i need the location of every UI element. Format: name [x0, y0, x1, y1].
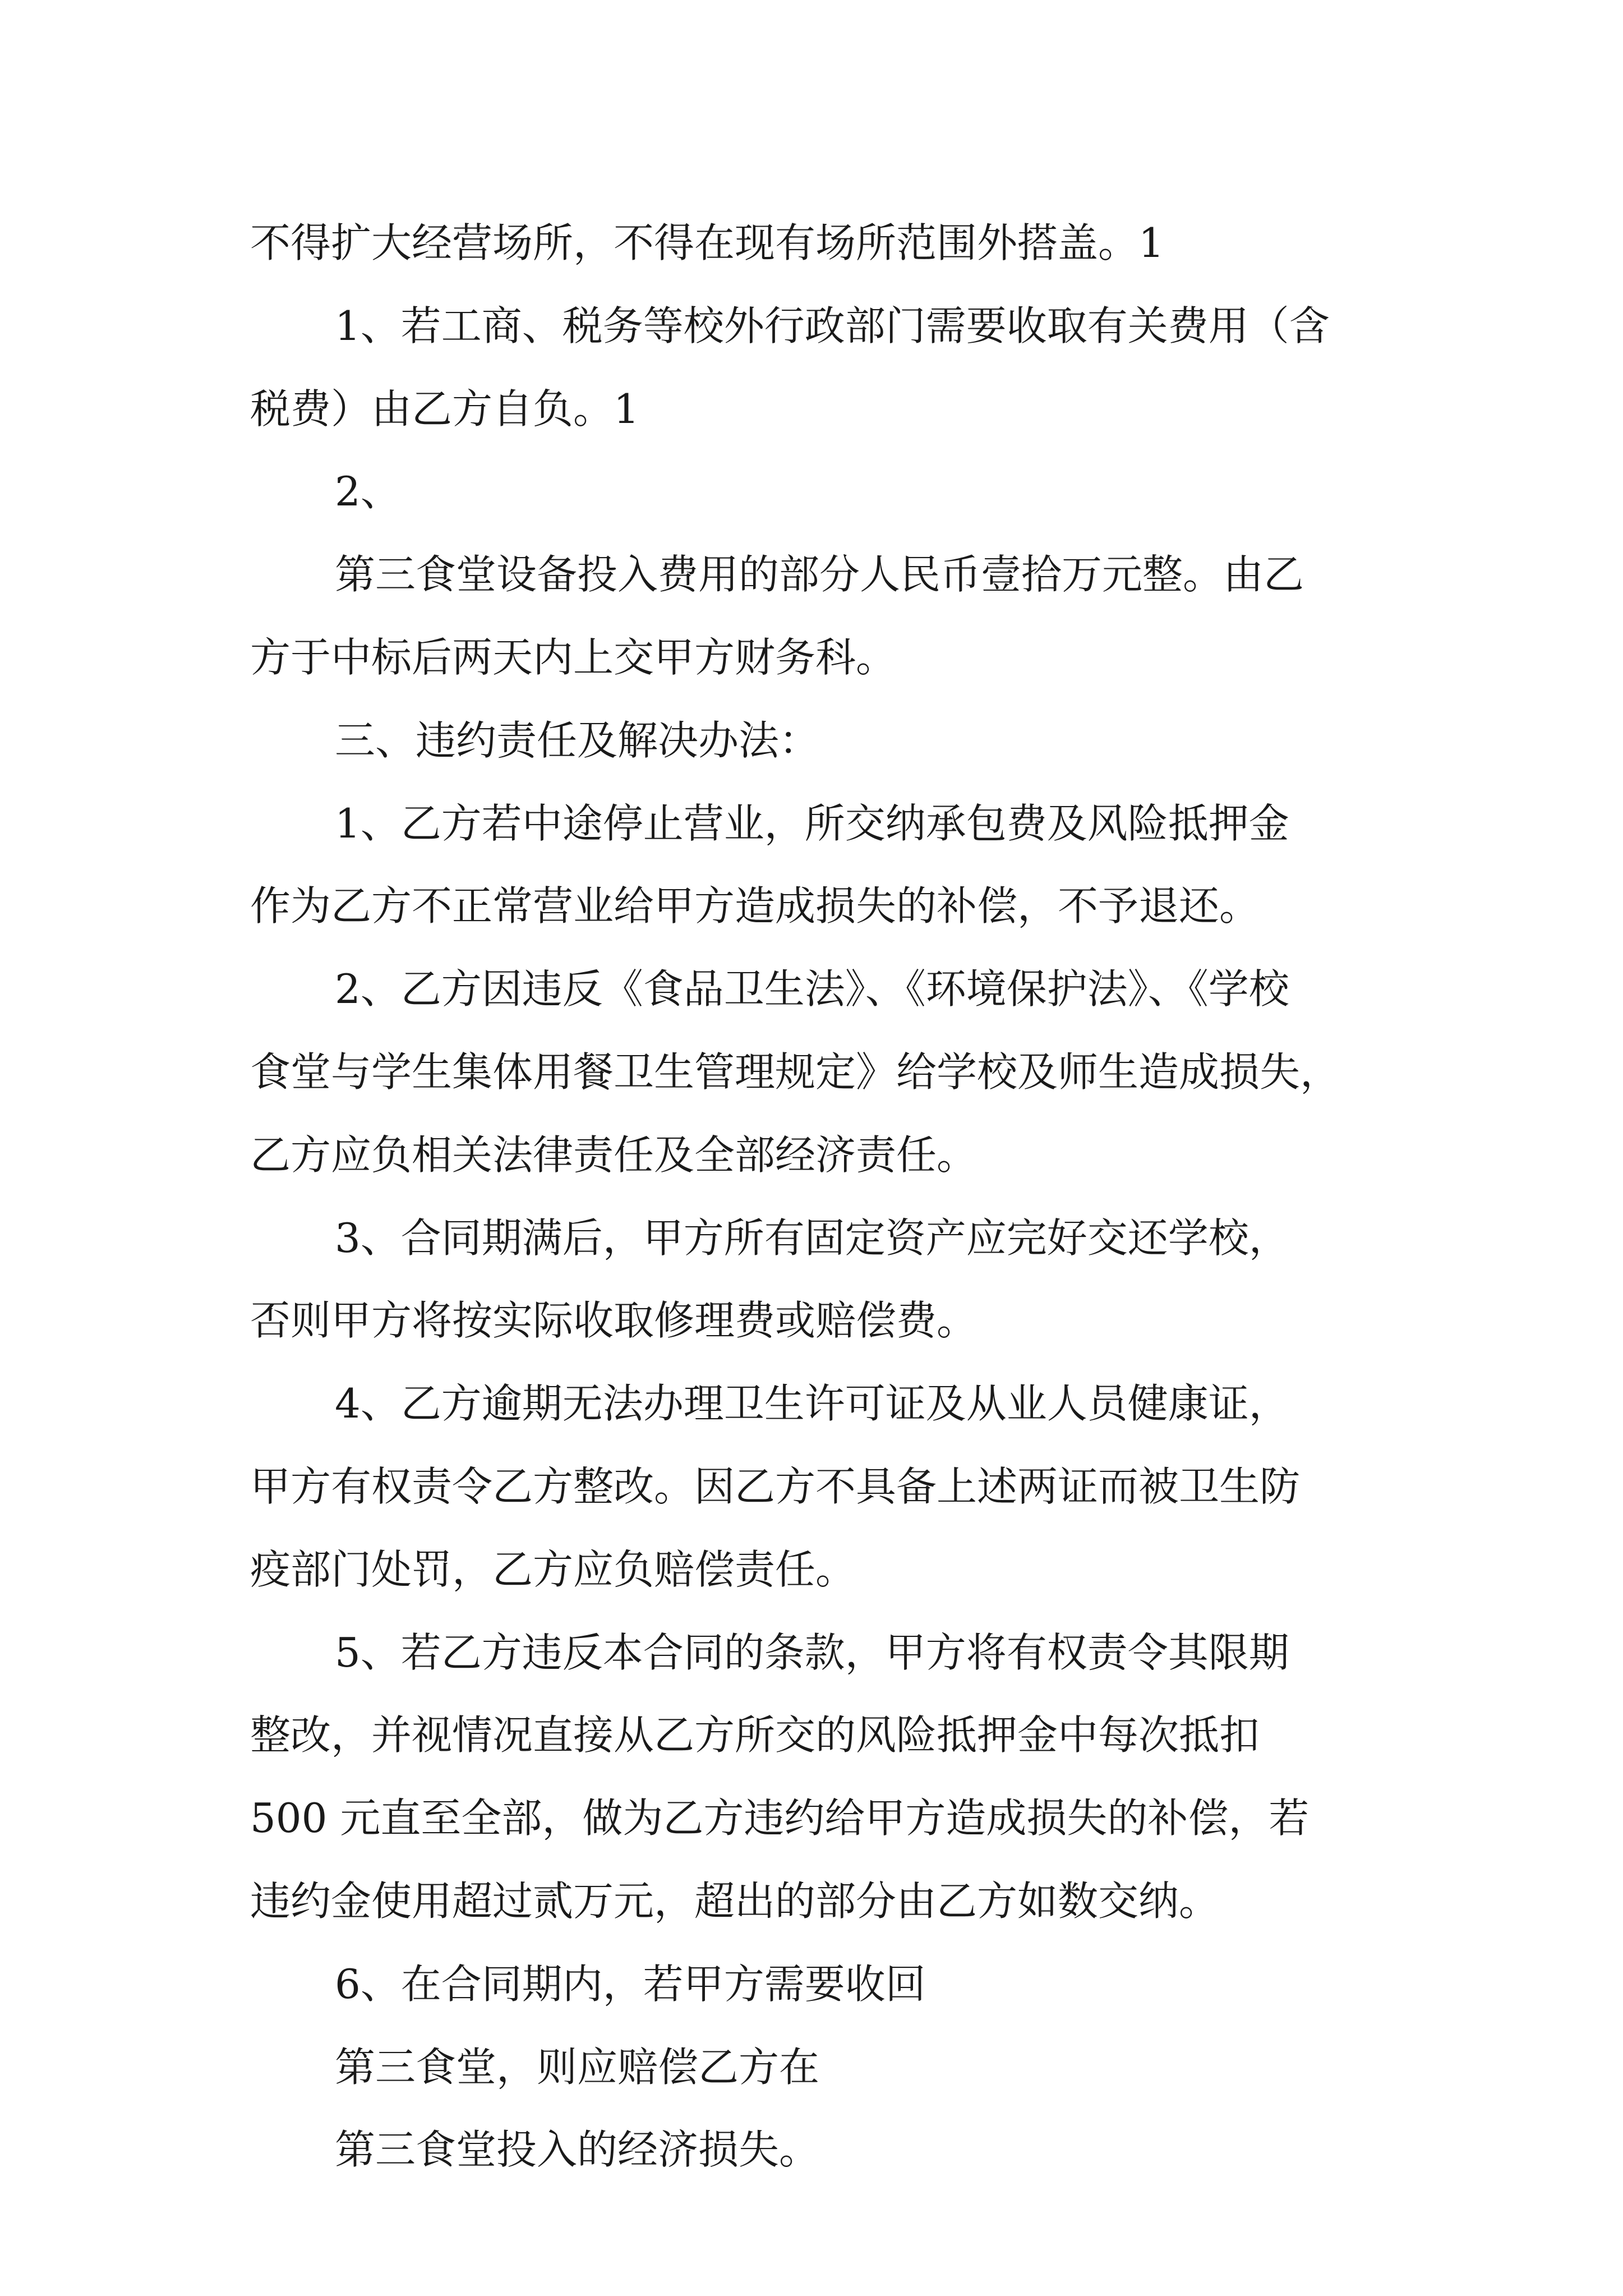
section-heading: 三、违约责任及解决办法：	[335, 717, 820, 764]
text-line-12: 乙方应负相关法律责任及全部经济责任。	[250, 1131, 978, 1179]
text-line-20: 500 元直至全部，做为乙方违约给甲方造成损失的补偿，若	[250, 1795, 1310, 1842]
text-line-22: 6、在合同期内，若甲方需要收回	[335, 1961, 926, 2008]
text-line-16: 甲方有权责令乙方整改。因乙方不具备上述两证而被卫生防	[250, 1463, 1301, 1510]
text-line-8: 1、乙方若中途停止营业，所交纳承包费及风险抵押金	[335, 800, 1289, 847]
text-line-19: 整改，并视情况直接从乙方所交的风险抵押金中每次抵扣	[250, 1711, 1260, 1759]
text-line-21: 违约金使用超过贰万元，超出的部分由乙方如数交纳。	[250, 1878, 1220, 1925]
text-line-24: 第三食堂投入的经济损失。	[335, 2126, 820, 2173]
text-line-1: 不得扩大经营场所，不得在现有场所范围外搭盖。1	[250, 219, 1164, 266]
text-line-23: 第三食堂，则应赔偿乙方在	[335, 2044, 820, 2091]
text-line-4: 2、	[335, 468, 401, 515]
text-line-2: 1、若工商、税务等校外行政部门需要收取有关费用（含	[335, 302, 1330, 349]
text-line-3: 税费）由乙方自负。1	[250, 385, 639, 432]
text-line-6: 方于中标后两天内上交甲方财务科。	[250, 634, 897, 681]
text-line-18: 5、若乙方违反本合同的条款，甲方将有权责令其限期	[335, 1629, 1289, 1676]
text-line-17: 疫部门处罚，乙方应负赔偿责任。	[250, 1546, 856, 1593]
text-line-15: 4、乙方逾期无法办理卫生许可证及从业人员健康证，	[335, 1380, 1289, 1427]
text-line-11: 食堂与学生集体用餐卫生管理规定》给学校及师生造成损失，	[250, 1048, 1341, 1096]
text-line-5: 第三食堂设备投入费用的部分人民币壹拾万元整。由乙	[335, 551, 1304, 598]
text-line-13: 3、合同期满后，甲方所有固定资产应完好交还学校，	[335, 1214, 1289, 1262]
text-line-14: 否则甲方将按实际收取修理费或赔偿费。	[250, 1297, 978, 1344]
text-line-9: 作为乙方不正常营业给甲方造成损失的补偿，不予退还。	[250, 882, 1260, 930]
text-line-10: 2、乙方因违反《食品卫生法》、《环境保护法》、《学校	[335, 965, 1289, 1013]
